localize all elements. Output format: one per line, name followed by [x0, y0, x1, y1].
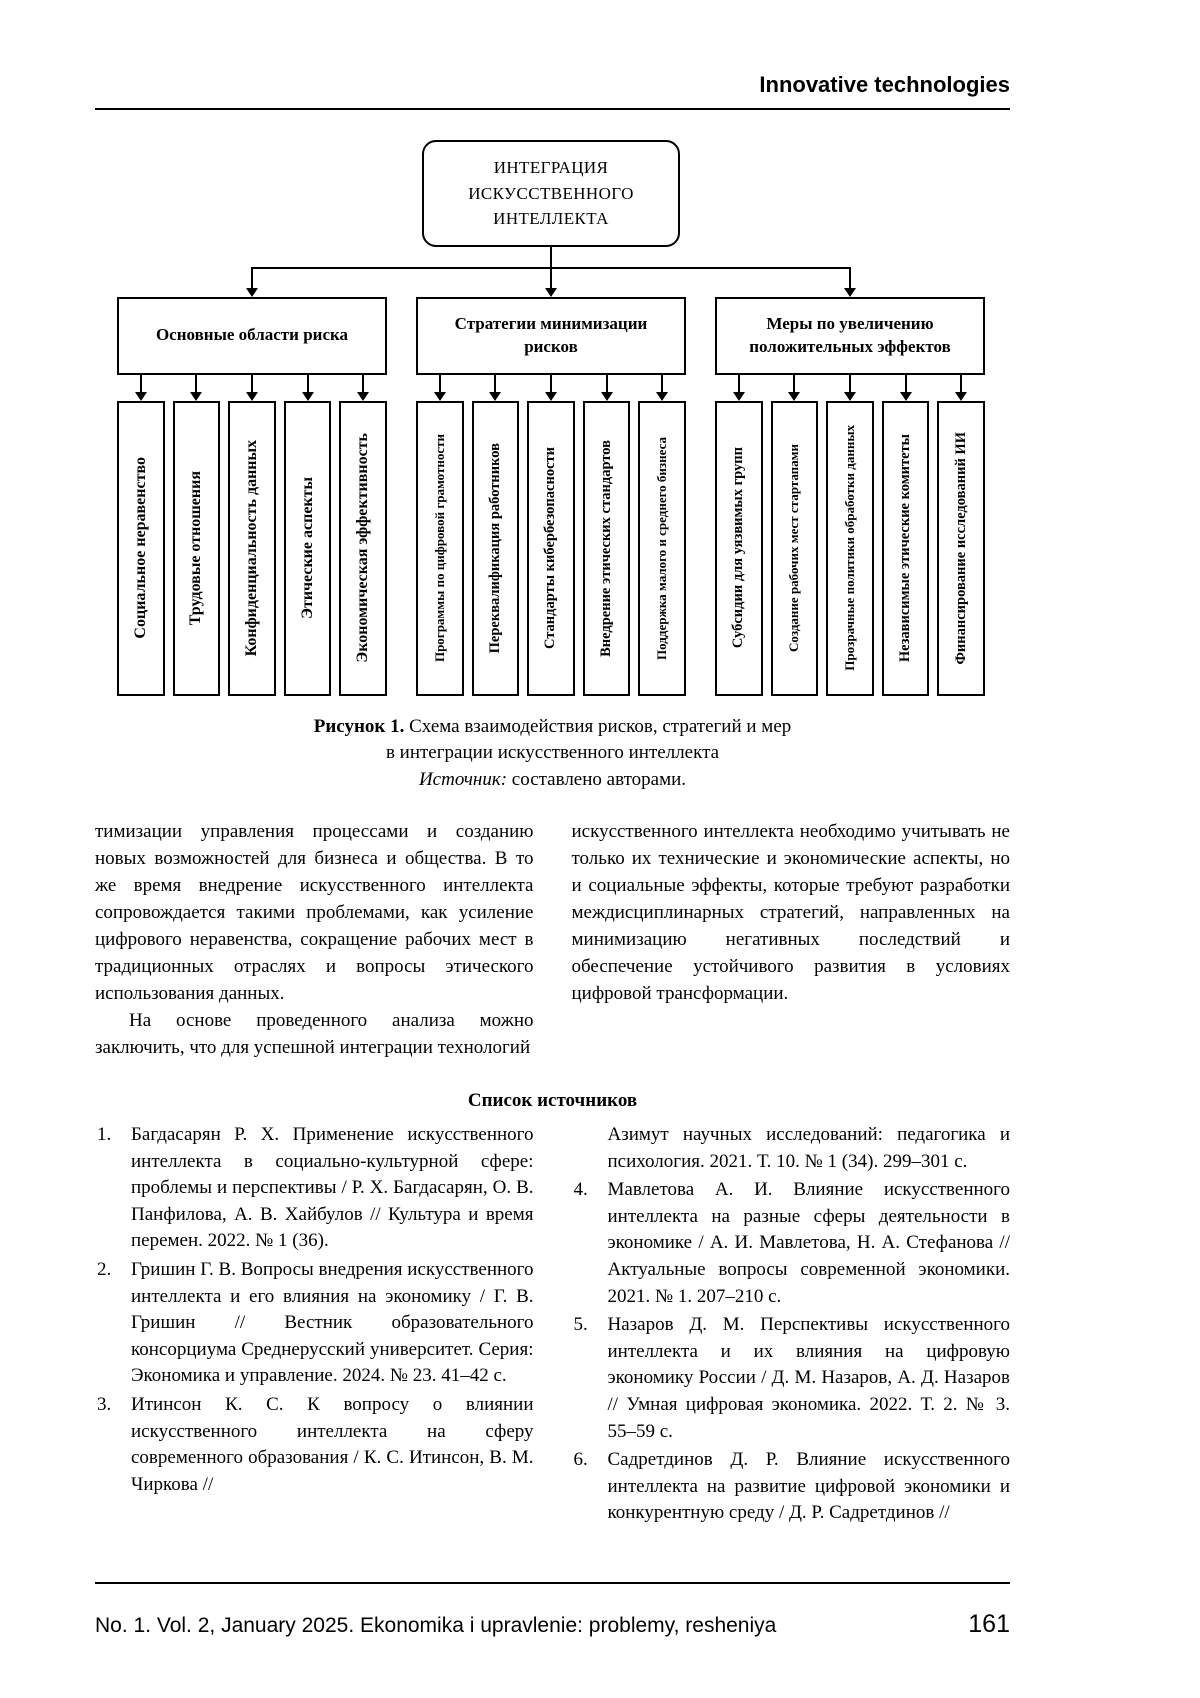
arrow-head — [545, 392, 557, 401]
arrow-head — [246, 288, 258, 297]
caption-source-text: составлено авторами. — [507, 768, 687, 790]
arrow-line — [251, 267, 253, 288]
arrow-line — [140, 375, 142, 392]
group-title-box — [715, 297, 985, 375]
arrow-head — [357, 392, 369, 401]
reference-item — [572, 1177, 1011, 1310]
arrow-down-icon — [434, 375, 446, 401]
leaf-box — [117, 401, 165, 696]
leaf-label: Субсидии для уязвимых групп — [730, 447, 747, 649]
arrow-down-icon — [135, 375, 147, 401]
body-column-right — [572, 819, 1011, 1062]
leaf-label: Поддержка малого и среднего бизнеса — [654, 436, 670, 660]
leaf-box — [882, 401, 930, 696]
arrow-line — [905, 375, 907, 392]
figure-branch — [583, 375, 631, 696]
arrow-head — [601, 392, 613, 401]
figure-branch — [472, 375, 520, 696]
reference-text: Итинсон К. С. К вопросу о влиянии искусственного интеллекта на сферу современного образования / К. С. Итинсон, В. М. Чиркова // — [131, 1393, 534, 1495]
arrow-head — [955, 392, 967, 401]
leaf-box — [284, 401, 332, 696]
leaf-label: Переквалификация работников — [486, 442, 503, 654]
arrow-line — [362, 375, 364, 392]
leaf-label: Конфиденциальность данных — [242, 439, 260, 657]
leaf-box — [715, 401, 763, 696]
group-title: Стратегии минимизации рисков — [454, 314, 648, 356]
arrow-head — [135, 392, 147, 401]
arrow-head — [190, 392, 202, 401]
leaf-box — [826, 401, 874, 696]
arrow-down-icon — [190, 375, 202, 401]
arrow-head — [656, 392, 668, 401]
figure-root-box: ИНТЕГРАЦИЯ ИСКУССТВЕННОГО ИНТЕЛЛЕКТА — [422, 140, 680, 247]
arrow-line — [550, 267, 552, 288]
arrow-head — [545, 288, 557, 297]
running-head: Innovative technologies — [95, 72, 1010, 110]
group-title-box — [416, 297, 686, 375]
leaf-box — [339, 401, 387, 696]
leaf-box — [472, 401, 520, 696]
arrow-head — [489, 392, 501, 401]
arrow-down-icon — [900, 375, 912, 401]
reference-item — [95, 1257, 534, 1390]
figure-branch — [117, 375, 165, 696]
arrow-line — [661, 375, 663, 392]
leaf-label: Финансирование исследований ИИ — [952, 431, 969, 665]
arrow-head — [900, 392, 912, 401]
arrow-down-icon — [246, 375, 258, 401]
leaf-box — [416, 401, 464, 696]
figure-1-diagram — [117, 140, 985, 696]
arrow-line — [606, 375, 608, 392]
leaf-label: Стандарты кибербезопасности — [542, 446, 559, 650]
figure-branch — [937, 375, 985, 696]
arrow-head — [788, 392, 800, 401]
reference-text: Назаров Д. М. Перспективы искусственного интеллекта и их влияния на цифровую экономику России / Д. М. Назаров, А. Д. Назаров // Умная цифровая экономика. 2022. Т. 2. № 3. 55–59 с. — [607, 1314, 1010, 1442]
caption-text-1: Схема взаимодействия рисков, стратегий и мер — [404, 715, 792, 737]
arrow-head — [302, 392, 314, 401]
arrow-down-icon — [302, 375, 314, 401]
page-number: 161 — [968, 1610, 1010, 1638]
group-leaves — [117, 375, 387, 696]
arrow-head — [434, 392, 446, 401]
reference-text: Мавлетова А. И. Влияние искусственного интеллекта на разные сферы деятельности в экономике / А. И. Мавлетова, Н. А. Стефанова // Актуальные вопросы современной экономики. 2021. № 1. 207–210 с. — [607, 1179, 1010, 1307]
reference-number: 4. — [573, 1179, 588, 1201]
leaf-label: Социальное неравенство — [131, 457, 149, 639]
reference-text: Азимут научных исследований: педагогика и психология. 2021. Т. 10. № 1 (34). 299–301 с. — [607, 1124, 1010, 1172]
reference-number: 5. — [573, 1314, 588, 1336]
figure-branch — [284, 375, 332, 696]
arrow-line — [550, 375, 552, 392]
connector-distribution — [117, 267, 985, 297]
leaf-box — [527, 401, 575, 696]
caption-source-label: Источник: — [418, 768, 508, 790]
figure-group-strategies — [416, 297, 686, 696]
group-title: Меры по увеличению положительных эффектов — [749, 314, 951, 356]
group-leaves — [715, 375, 985, 696]
references-heading: Список источников — [467, 1090, 638, 1111]
figure-branch — [416, 375, 464, 696]
connector-stem — [550, 247, 552, 267]
figure-caption — [95, 714, 1010, 794]
figure-branch — [715, 375, 763, 696]
arrow-down-icon — [844, 375, 856, 401]
arrow-line — [251, 375, 253, 392]
arrow-head — [844, 392, 856, 401]
arrow-line — [439, 375, 441, 392]
figure-branch — [771, 375, 819, 696]
figure-group-positive-measures — [715, 297, 985, 696]
arrow-down-icon — [955, 375, 967, 401]
arrow-line — [195, 375, 197, 392]
arrow-line — [738, 375, 740, 392]
arrow-line — [793, 375, 795, 392]
paragraph: тимизации управления процессами и созданию новых возможностей для бизнеса и общества. В то же время внедрение искусственного интеллекта сопровождается такими проблемами, как усиление цифрового неравенства, сокращение рабочих мест в традиционных отраслях и вопросы этического использования данных. — [95, 821, 534, 1005]
arrow-down-icon — [357, 375, 369, 401]
arrow-head — [733, 392, 745, 401]
body-column-left — [95, 819, 534, 1062]
body-text — [95, 819, 1010, 1062]
page-footer — [95, 1582, 1010, 1639]
reference-text: Багдасарян Р. Х. Применение искусственного интеллекта в социально-культурной сфере: проблемы и перспективы / Р. Х. Багдасарян, О. В. Панфилова, А. В. Хайбулов // Культура и время перемен. 2022. № 1 (36). — [131, 1124, 534, 1252]
leaf-box — [583, 401, 631, 696]
arrow-line — [494, 375, 496, 392]
arrow-down-icon — [601, 375, 613, 401]
figure-branch — [638, 375, 686, 696]
leaf-label: Независимые этические комитеты — [897, 433, 914, 663]
leaf-box — [771, 401, 819, 696]
leaf-box — [228, 401, 276, 696]
reference-number: 3. — [97, 1393, 112, 1415]
group-leaves — [416, 375, 686, 696]
arrow-down-icon — [545, 375, 557, 401]
leaf-box — [173, 401, 221, 696]
group-title: Основные области риска — [155, 325, 349, 345]
reference-number — [572, 1122, 608, 1175]
figure-branch — [228, 375, 276, 696]
caption-source — [95, 767, 1010, 794]
leaf-label: Трудовые отношения — [187, 470, 205, 626]
paragraph: На основе проведенного анализа можно заключить, что для успешной интеграции технологий — [95, 1010, 534, 1059]
arrow-down-icon — [545, 267, 557, 297]
references-column-right — [572, 1120, 1011, 1527]
paragraph: искусственного интеллекта необходимо учитывать не только их технические и экономические аспекты, но и социальные эффекты, которые требуют разработки междисциплинарных стратегий, направленных на минимизацию негативных последствий и обеспечение устойчивого развития в условиях цифровой трансформации. — [571, 821, 1010, 1005]
reference-text: Садретдинов Д. Р. Влияние искусственного интеллекта на развитие цифровой экономики и конкурентную среду / Д. Р. Садретдинов // — [607, 1449, 1010, 1524]
caption-line-1 — [95, 714, 1010, 741]
arrow-down-icon — [246, 267, 258, 297]
reference-item — [572, 1312, 1011, 1445]
figure-groups — [117, 297, 985, 696]
leaf-label: Прозрачные политики обработки данных — [841, 425, 857, 671]
figure-branch — [882, 375, 930, 696]
leaf-label: Создание рабочих мест стартапами — [786, 443, 802, 653]
references-column-left — [95, 1120, 534, 1527]
arrow-head — [844, 288, 856, 297]
figure-branch — [826, 375, 874, 696]
reference-number: 1. — [97, 1124, 112, 1145]
group-title-box — [117, 297, 387, 375]
arrow-head — [246, 392, 258, 401]
reference-item — [95, 1122, 534, 1255]
figure-branch — [339, 375, 387, 696]
arrow-down-icon — [844, 267, 856, 297]
leaf-label: Внедрение этических стандартов — [598, 439, 615, 657]
leaf-label: Этические аспекты — [298, 477, 316, 619]
leaf-label: Экономическая эффективность — [354, 433, 372, 663]
reference-item-continuation — [572, 1122, 1011, 1175]
arrow-line — [307, 375, 309, 392]
caption-line-2: в интеграции искусственного интеллекта — [385, 742, 720, 764]
leaf-label: Программы по цифровой грамотности — [431, 433, 447, 663]
reference-item — [95, 1392, 534, 1498]
caption-label: Рисунок 1. — [313, 715, 405, 737]
figure-branch — [173, 375, 221, 696]
arrow-down-icon — [733, 375, 745, 401]
leaf-box — [638, 401, 686, 696]
arrow-down-icon — [788, 375, 800, 401]
footer-journal-line: No. 1. Vol. 2, January 2025. Ekonomika i upravlenie: problemy, resheniya — [95, 1614, 777, 1637]
reference-number: 6. — [573, 1449, 588, 1471]
figure-group-risk-areas — [117, 297, 387, 696]
arrow-line — [849, 375, 851, 392]
references-list — [95, 1120, 1010, 1527]
reference-number: 2. — [97, 1258, 112, 1280]
leaf-box — [937, 401, 985, 696]
reference-text: Гришин Г. В. Вопросы внедрения искусственного интеллекта и его влияния на экономику / Г. В. Гришин // Вестник образовательного консорциума Среднерусский университет. Серия: Экономика и управление. 2024. № 23. 41–42 с. — [131, 1258, 534, 1387]
arrow-line — [960, 375, 962, 392]
arrow-line — [849, 267, 851, 288]
arrow-down-icon — [489, 375, 501, 401]
figure-branch — [527, 375, 575, 696]
reference-item — [572, 1447, 1011, 1527]
arrow-down-icon — [656, 375, 668, 401]
